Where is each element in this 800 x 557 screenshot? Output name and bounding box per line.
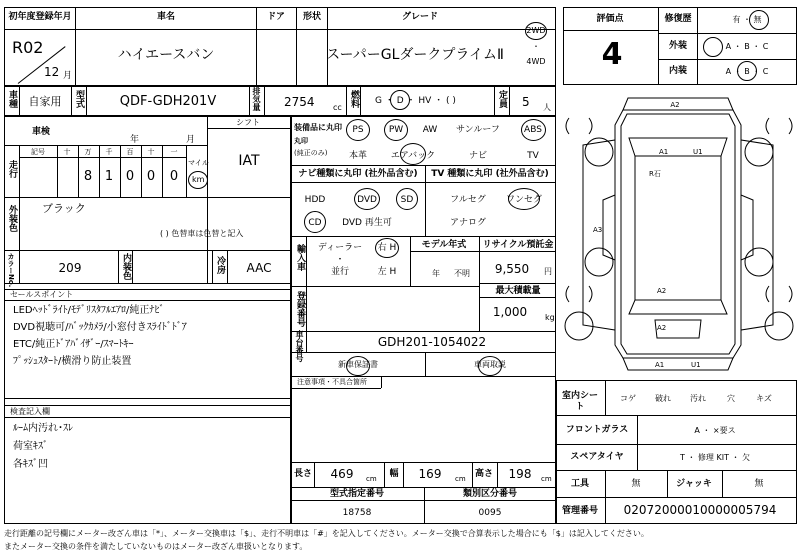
length-cm: cm — [366, 475, 377, 483]
recycle-yen: 円 — [544, 267, 552, 276]
navi-sd-circle — [396, 188, 418, 210]
color-no-label: カラーNo. — [7, 253, 15, 288]
interior-opts: A ・ B ・ C — [725, 67, 769, 76]
mileage-col-1: 一 — [170, 148, 178, 156]
equip-leather: 本革 — [348, 151, 368, 161]
interior-color-label: 内装色 — [121, 253, 131, 280]
vehicle-manual: 車両取説 — [474, 360, 506, 369]
footer-line-2: またメーター交換の条件を満たしていないものはメーター改ざん車扱いとなります。 — [4, 542, 308, 551]
equip-pw-circle — [384, 119, 408, 141]
drive-4wd: 4WD — [526, 57, 546, 66]
tv-oneseg-circle — [505, 188, 543, 210]
mark-a1-rear: A1 — [655, 361, 665, 369]
sheet-label: 室内シート — [561, 391, 598, 412]
navi-label: ナビ種類に丸印 (社外品含む) — [298, 169, 418, 179]
interior-b-circle — [737, 61, 757, 81]
mileage-digit: 8 — [83, 169, 93, 184]
mileage-digit: 0 — [125, 169, 135, 184]
spare-opts: T ・ 修理 KIT ・ 欠 — [679, 453, 751, 462]
mileage-label: 走行 — [7, 160, 17, 178]
new-warranty: 新車保証書 — [338, 360, 378, 369]
mark-u1-rear: U1 — [691, 361, 701, 369]
glass-opts: A ・ ×要ス — [694, 426, 736, 435]
color-note: ( ) 色替車は色替と記入 — [160, 229, 244, 238]
mgmt-value: 02072000010000005794 — [623, 503, 777, 517]
height-value: 198 — [508, 467, 532, 481]
import-dealer: ディーラー — [317, 243, 363, 253]
equip-airbag: エアバック — [390, 151, 436, 161]
car-name-label: 車名 — [156, 12, 176, 22]
person-unit: 人 — [543, 103, 551, 112]
score-label: 評価点 — [596, 14, 624, 24]
model-year-label: モデル年式 — [421, 240, 467, 250]
mileage-digit: 0 — [169, 169, 179, 184]
exterior-opts: A ・ B ・ C — [725, 42, 769, 51]
sales-points-label: セールスポイント — [10, 290, 74, 299]
ac-value: AAC — [246, 261, 272, 275]
capacity: 5 — [522, 95, 530, 109]
type-no-label: 型式指定番号 — [329, 489, 385, 499]
grade: スーパーGLダークプライムⅡ — [326, 47, 504, 63]
mark-a2-front: A2 — [670, 101, 680, 109]
repair-none-circle — [749, 10, 769, 30]
color-label: 外装色 — [7, 205, 17, 232]
interior-label: 内装 — [668, 66, 688, 76]
model-label: 型式 — [74, 90, 84, 108]
import-dot: ・ — [335, 255, 345, 265]
chassis-value: GDH201-1054022 — [377, 335, 487, 349]
notes-label: 注意事項・不具合箇所 — [297, 378, 367, 386]
fuel-label: 燃料 — [349, 90, 359, 108]
equip-navi: ナビ — [468, 151, 488, 161]
mark-r-stone: R石 — [649, 170, 661, 178]
equip-sunroof: サンルーフ — [456, 125, 500, 135]
equip-ps: PS — [352, 125, 364, 135]
sales-point-line: LEDﾍｯﾄﾞﾗｲﾄ/ﾓﾃﾞﾘｽﾀﾌﾙｴｱﾛ/純正ﾅﾋﾞ — [13, 305, 165, 316]
equipment-label-2: 丸印 — [294, 137, 308, 145]
tv-oneseg: ワンセグ — [505, 195, 543, 205]
first-reg-label: 初年度登録年月 — [8, 12, 72, 22]
tools-value: 無 — [631, 479, 641, 489]
import-left: 左 H — [377, 267, 397, 277]
spare-label: スペアタイヤ — [570, 452, 624, 462]
import-label: 輸入車 — [295, 244, 305, 271]
mileage-col-100k: 十 — [63, 148, 71, 156]
equipment-label: 装備品に丸印 — [294, 123, 342, 132]
mark-u1: U1 — [693, 148, 703, 156]
max-load-value: 1,000 — [492, 305, 528, 319]
navi-dvd-play: DVD 再生可 — [342, 218, 392, 228]
class-no-value: 0095 — [478, 508, 502, 518]
inspector-note-line: 各ｷｽﾞ凹 — [13, 459, 48, 470]
import-right: 右 H — [377, 243, 397, 253]
equip-pw: PW — [388, 125, 404, 135]
new-warranty-circle — [346, 356, 370, 376]
model-year-unit: 年 — [432, 269, 440, 278]
mileage-col-10k: 万 — [84, 148, 92, 156]
shift-label: シフト — [236, 118, 260, 127]
equip-aw: AW — [422, 125, 438, 135]
sheet-opt-tear: 破れ — [655, 394, 671, 403]
mileage-km: km — [192, 175, 205, 184]
width-cm: cm — [455, 475, 466, 483]
sheet-opt-dirt: 汚れ — [690, 394, 706, 403]
inspection-month: 月 — [186, 135, 196, 145]
inspector-notes-label: 検査記入欄 — [10, 407, 50, 416]
max-load-label: 最大積載量 — [495, 286, 541, 296]
capacity-label: 定員 — [497, 90, 507, 108]
mileage-mile: マイル — [188, 159, 209, 167]
grade-label: グレード — [401, 12, 439, 22]
model-year-unknown: 不明 — [454, 269, 470, 278]
length-label: 長さ — [294, 469, 313, 479]
color-no-value: 209 — [58, 261, 82, 275]
navi-dvd-circle — [354, 188, 380, 210]
tv-fullseg: フルセグ — [450, 195, 486, 205]
width-value: 169 — [418, 467, 442, 481]
repair-label: 修復歴 — [664, 14, 692, 24]
sales-point-line: ETC/純正ﾄﾞｱﾊﾞｲｻﾞｰ/ｽﾏｰﾄｷｰ — [13, 339, 134, 350]
equip-tv: TV — [527, 151, 539, 161]
equip-ps-circle — [346, 119, 370, 141]
width-label: 幅 — [389, 469, 399, 479]
max-load-kg: kg — [545, 313, 555, 322]
inspector-note-line: 荷室ｷｽﾞ — [13, 441, 48, 452]
drive-dot: ・ — [532, 42, 540, 51]
navi-cd-circle — [304, 211, 326, 233]
equip-abs: ABS — [524, 125, 542, 135]
month-unit: 月 — [63, 71, 73, 81]
mgmt-label: 管理番号 — [561, 506, 599, 516]
exterior-a-circle — [703, 37, 723, 57]
length-value: 469 — [330, 467, 354, 481]
inspection-label: 車検 — [32, 127, 51, 137]
usage: 自家用 — [28, 95, 62, 108]
first-reg-year: R02 — [12, 38, 44, 57]
repair-opts: 有 ・ 無 — [732, 15, 762, 24]
mileage-col-100: 百 — [126, 148, 134, 156]
fuel-diesel-circle — [390, 90, 410, 110]
color-value: ブラック — [42, 202, 86, 215]
mileage-digit: 1 — [104, 169, 114, 184]
import-parallel: 並行 — [330, 267, 350, 277]
height-cm: cm — [541, 475, 552, 483]
tv-label: TV 種類に丸印 (社外品含む) — [431, 169, 549, 179]
equip-airbag-circle — [400, 143, 426, 165]
inspector-note-line: ﾙｰﾑ内汚れ･ｽﾚ — [13, 423, 73, 434]
tv-analog: アナログ — [449, 218, 487, 228]
sheet-opt-burn: コゲ — [620, 394, 636, 403]
mileage-col-1k: 千 — [105, 148, 113, 156]
shape-label: 形状 — [302, 12, 322, 22]
shift-value: IAT — [238, 153, 260, 169]
mark-a2-bumper: A2 — [657, 324, 667, 332]
mark-a1: A1 — [659, 148, 669, 156]
navi-dvd: DVD — [357, 195, 377, 205]
vehicle-manual-circle — [478, 356, 502, 376]
fuel-opts: G ・ D ・ HV ・ ( ) — [375, 96, 456, 106]
car-damage-diagram — [563, 90, 797, 380]
recycle-value: 9,550 — [494, 262, 530, 276]
recycle-label: リサイクル預託金 — [482, 240, 554, 250]
cc-unit: cc — [333, 103, 342, 112]
jack-value: 無 — [754, 479, 764, 489]
tools-label: 工具 — [570, 479, 590, 489]
sheet-opt-scratch: キズ — [756, 394, 772, 403]
mileage-col-10: 十 — [147, 148, 155, 156]
height-label: 高さ — [474, 469, 494, 479]
mark-a2-rear: A2 — [657, 287, 667, 295]
exterior-label: 外装 — [668, 41, 688, 51]
sheet-opt-hole: 穴 — [727, 394, 735, 403]
equipment-sub: (純正のみ) — [294, 149, 328, 157]
navi-hdd: HDD — [304, 195, 326, 205]
displacement-label: 排気量 — [252, 87, 261, 111]
model: QDF-GDH201V — [119, 94, 217, 109]
displacement: 2754 — [284, 95, 315, 109]
navi-sd: SD — [400, 195, 414, 205]
type-label: 車種 — [7, 90, 17, 108]
sales-point-line: ﾌﾟｯｼｭｽﾀｰﾄ/横滑り防止装置 — [13, 356, 132, 367]
chassis-label: 車台番号 — [295, 330, 304, 362]
mileage-digit: 0 — [146, 169, 156, 184]
import-right-circle — [375, 238, 399, 258]
drive-2wd: 2WD — [526, 26, 546, 35]
car-name: ハイエースバン — [117, 47, 215, 63]
navi-cd: CD — [308, 218, 322, 228]
equip-abs-circle — [521, 119, 546, 141]
jack-label: ジャッキ — [676, 479, 712, 489]
mark-a3: A3 — [593, 226, 603, 234]
ac-label: 冷房 — [215, 256, 225, 274]
mileage-col-mark: 記号 — [31, 148, 45, 156]
score-value: 4 — [601, 37, 623, 72]
glass-label: フロントガラス — [565, 425, 629, 435]
registration-label: 登録番号 — [295, 291, 305, 327]
footer-line-1: 走行距離の記号欄にメーター改ざん車は「*」、メーター交換車は「$」、走行不明車は「#」を記入してください。メーター交換で合算表示した場合にも「$」は記入してください。 — [4, 529, 649, 538]
door-label: ドア — [267, 12, 285, 22]
inspection-year: 年 — [130, 135, 140, 145]
sales-point-line: DVD視聴可/ﾊﾞｯｸｶﾒﾗ/小窓付きｽﾗｲﾄﾞﾄﾞｱ — [13, 322, 187, 333]
type-no-value: 18758 — [342, 508, 372, 518]
class-no-label: 類別区分番号 — [462, 489, 518, 499]
first-reg-month: 12 — [44, 65, 60, 79]
